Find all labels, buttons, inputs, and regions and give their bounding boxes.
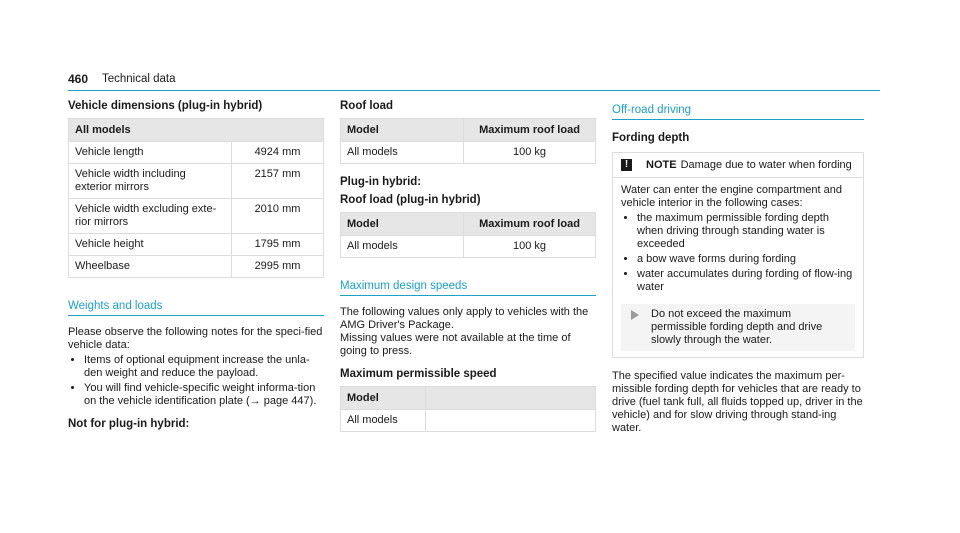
note-text: Damage due to water when fording bbox=[680, 159, 852, 171]
col-max-header: Maximum roof load bbox=[464, 119, 596, 142]
col-model-header: Model bbox=[341, 213, 464, 236]
max-speed-table bbox=[340, 386, 596, 432]
row-value: 2010 mm bbox=[232, 199, 324, 234]
col-max-header: Maximum roof load bbox=[464, 213, 596, 236]
row-label: Vehicle width including exterior mirrors bbox=[69, 164, 232, 199]
note-list bbox=[621, 212, 855, 294]
row-value: 2157 mm bbox=[232, 164, 324, 199]
vehicle-dimensions-table bbox=[68, 118, 324, 278]
table-row bbox=[341, 142, 596, 164]
note-intro: Water can enter the engine compartment and vehicle interior in the following cases: bbox=[621, 184, 842, 209]
weights-intro: Please observe the following notes for the speci-fied vehicle data: bbox=[68, 326, 323, 351]
list-item: • water accumulates during fording of flow-ing water bbox=[637, 268, 855, 294]
row-model: All models bbox=[341, 142, 464, 164]
row-value: 1795 mm bbox=[232, 234, 324, 256]
section-title: Technical data bbox=[102, 73, 176, 85]
row-label: Vehicle width excluding exte-rior mirrors bbox=[69, 199, 232, 234]
row-model: All models bbox=[341, 410, 426, 432]
list-item: • the maximum permissible fording depth when driving through standing water is exceeded bbox=[637, 212, 855, 251]
note-body bbox=[613, 178, 863, 357]
max-speeds-p1: The following values only apply to vehicles with the AMG Driver's Package. bbox=[340, 306, 589, 331]
vehicle-dimensions-title: Vehicle dimensions (plug-in hybrid) bbox=[68, 100, 263, 112]
max-speeds-title: Maximum design speeds bbox=[340, 280, 596, 296]
note-header bbox=[613, 153, 863, 178]
table-row bbox=[69, 164, 324, 199]
row-label: Vehicle height bbox=[69, 234, 232, 256]
table-row bbox=[69, 256, 324, 278]
col-model-header: Model bbox=[341, 387, 426, 410]
page-number: 460 bbox=[68, 72, 89, 86]
row-value: 2995 mm bbox=[232, 256, 324, 278]
table-row bbox=[341, 410, 596, 432]
weights-list bbox=[68, 354, 324, 408]
roof-load-title: Roof load bbox=[340, 100, 394, 112]
warning-icon: ! bbox=[621, 159, 632, 171]
row-value: 4924 mm bbox=[232, 142, 324, 164]
row-value: 100 kg bbox=[464, 142, 596, 164]
table-header: All models bbox=[69, 119, 324, 142]
list-item: • You will find vehicle-specific weight informa-tion on the vehicle identification plate (→ page 447). bbox=[84, 382, 324, 408]
max-speed-subtitle: Maximum permissible speed bbox=[340, 368, 497, 380]
not-for-plugin-label: Not for plug-in hybrid: bbox=[68, 418, 190, 430]
roof-load-plugin-table bbox=[340, 212, 596, 258]
play-arrow-icon bbox=[631, 310, 639, 320]
note-label: NOTE bbox=[646, 159, 677, 171]
max-speeds-p2: Missing values were not available at the time of going to press. bbox=[340, 332, 571, 357]
fording-closing: The specified value indicates the maximum per-missible fording depth for vehicles that are ready to drive (fuel tank full, all fluids topped up, driver in the vehicle) and for slow driving through stand-ing water. bbox=[612, 370, 863, 434]
row-label: Vehicle length bbox=[69, 142, 232, 164]
table-row bbox=[69, 199, 324, 234]
list-item: • a bow wave forms during fording bbox=[637, 253, 855, 266]
column-left bbox=[68, 100, 324, 430]
tip bbox=[621, 304, 855, 351]
tip-text: Do not exceed the maximum permissible fording depth and drive slowly through the water. bbox=[651, 308, 823, 346]
table-row bbox=[341, 236, 596, 258]
col-model-header: Model bbox=[341, 119, 464, 142]
row-model: All models bbox=[341, 236, 464, 258]
note-box bbox=[612, 152, 864, 358]
roof-load-plugin-title: Roof load (plug-in hybrid) bbox=[340, 194, 481, 206]
roof-load-table bbox=[340, 118, 596, 164]
col-empty-header bbox=[426, 387, 596, 410]
weights-title: Weights and loads bbox=[68, 300, 324, 316]
fording-depth-title: Fording depth bbox=[612, 132, 690, 144]
row-value: 100 kg bbox=[464, 236, 596, 258]
plugin-label: Plug-in hybrid: bbox=[340, 176, 422, 188]
table-row bbox=[69, 142, 324, 164]
offroad-title: Off-road driving bbox=[612, 104, 864, 120]
column-right bbox=[612, 100, 864, 435]
table-row bbox=[69, 234, 324, 256]
page-header bbox=[68, 70, 880, 91]
row-label: Wheelbase bbox=[69, 256, 232, 278]
row-value bbox=[426, 410, 596, 432]
column-middle bbox=[340, 100, 596, 432]
list-item: • Items of optional equipment increase the unla-den weight and reduce the payload. bbox=[84, 354, 324, 380]
